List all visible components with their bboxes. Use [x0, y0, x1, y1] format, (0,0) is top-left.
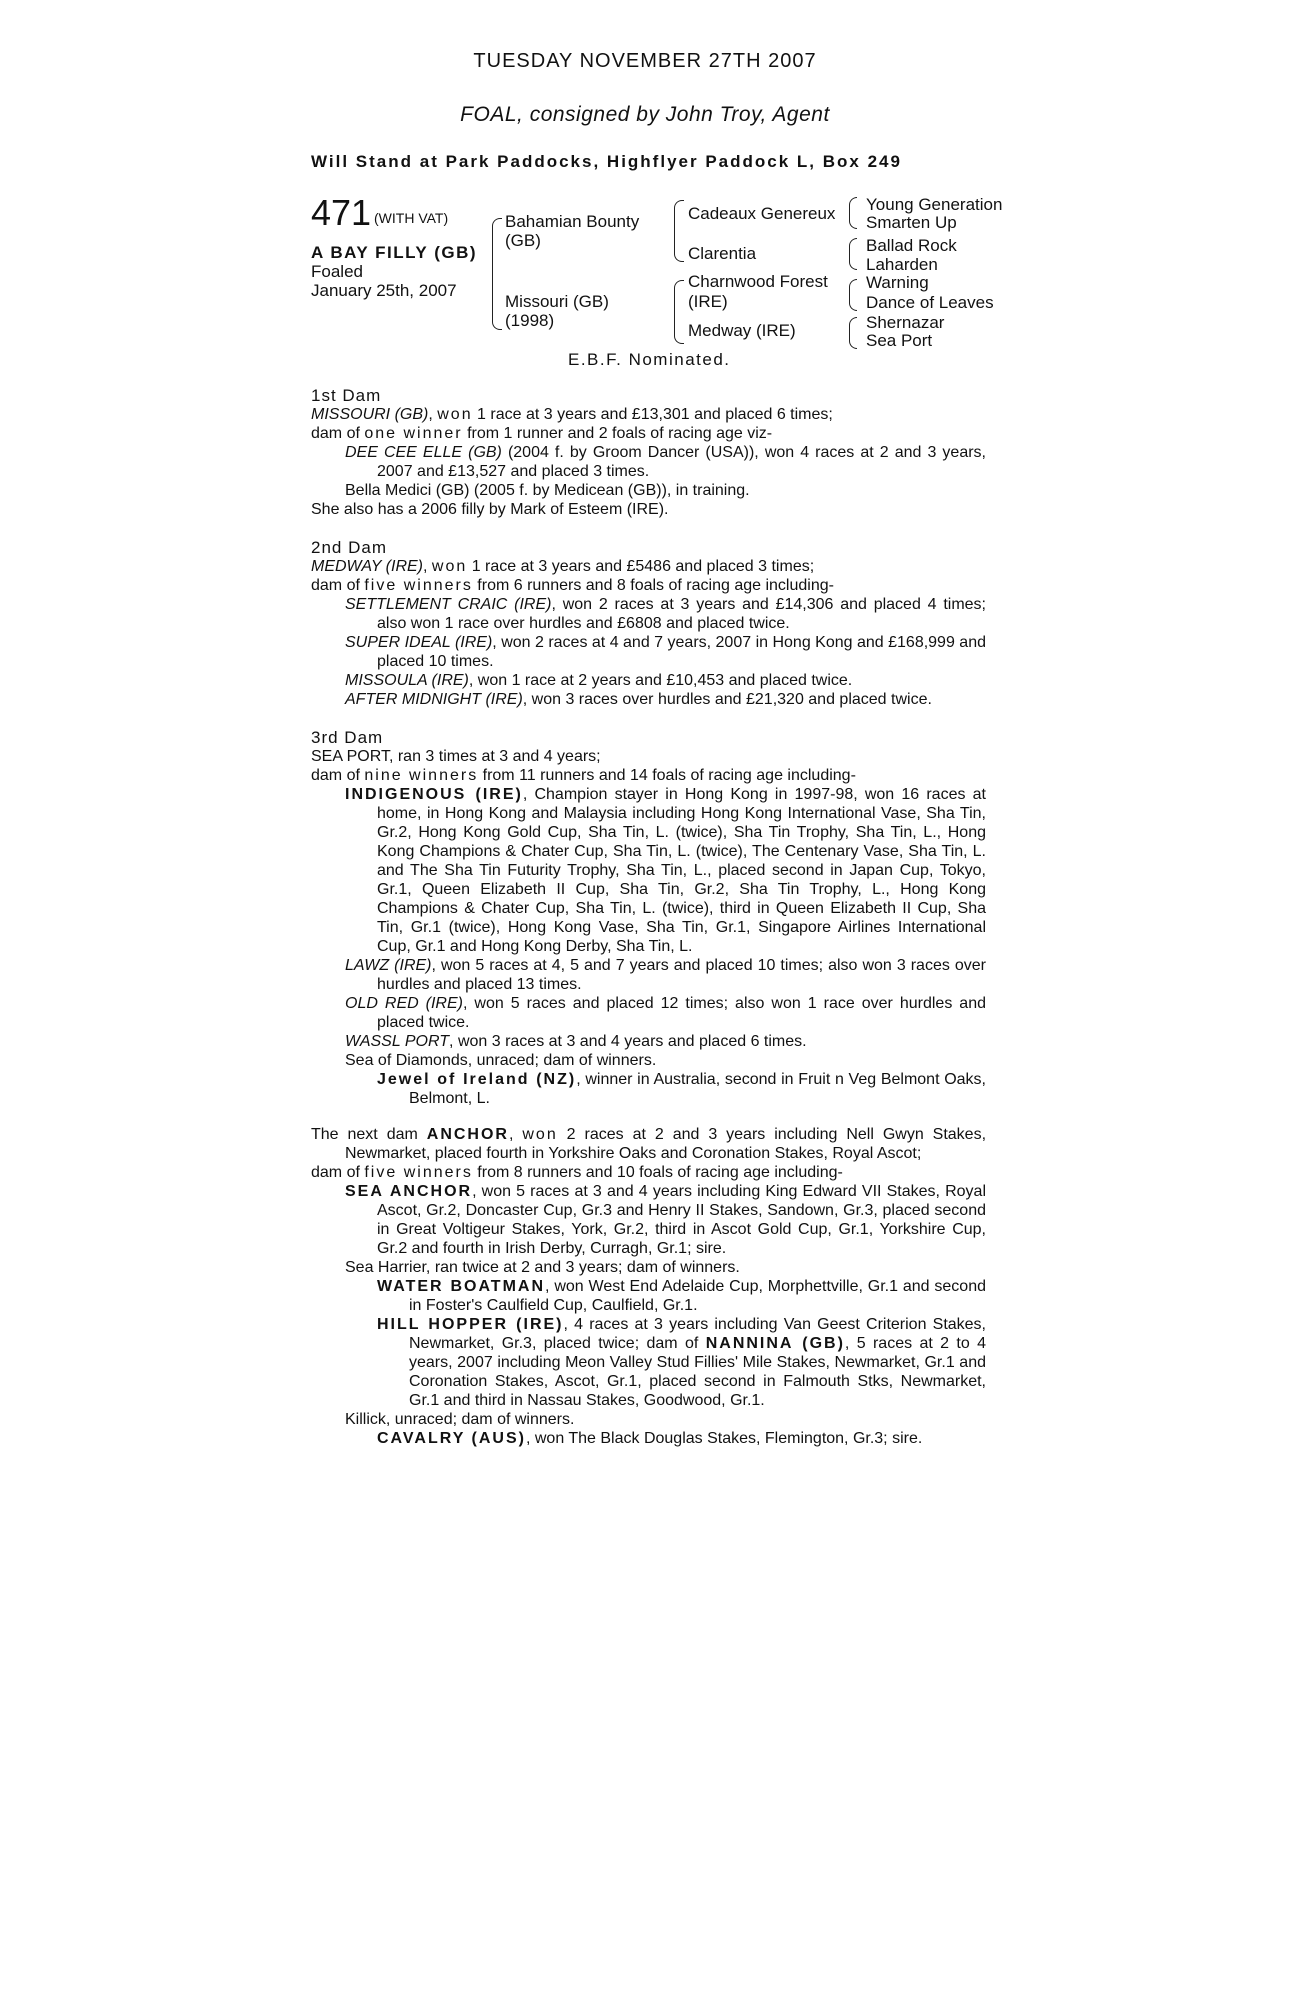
foaled-date: January 25th, 2007: [311, 281, 457, 300]
next-dam-produce-line: dam of five winners from 8 runners and 10 foals of racing age including-: [311, 1164, 843, 1181]
produce-entry: DEE CEE ELLE (GB) (2004 f. by Groom Dancer (USA)), won 4 races at 2 and 3 years, 2007 and £13,527 and placed 3 times.: [345, 444, 987, 480]
horse-description: A BAY FILLY (GB): [311, 243, 478, 262]
produce-entry: Killick, unraced; dam of winners.: [345, 1411, 575, 1428]
produce-entry: WATER BOATMAN, won West End Adelaide Cup, Morphettville, Gr.1 and second in Foster's Caulfield Cup, Caulfield, Gr.1.: [377, 1278, 987, 1314]
first-dam-produce-line: dam of one winner from 1 runner and 2 foals of racing age viz-: [311, 425, 773, 442]
third-dam-section: [311, 728, 986, 1108]
produce-entry: Jewel of Ireland (NZ), winner in Australia, second in Fruit n Veg Belmont Oaks, Belmont, L.: [377, 1071, 987, 1107]
produce-entry: CAVALRY (AUS), won The Black Douglas Stakes, Flemington, Gr.3; sire.: [377, 1430, 923, 1447]
second-dam-section: [311, 538, 986, 709]
dam-sire: Charnwood Forest: [688, 272, 828, 291]
pedigree-brace-2a: [674, 200, 684, 262]
sire-origin: (GB): [505, 231, 541, 250]
produce-entry: WASSL PORT, won 3 races at 3 and 4 years and placed 6 times.: [345, 1033, 807, 1050]
dam-dam: Medway (IRE): [688, 321, 796, 340]
third-dam-produce-line: dam of nine winners from 11 runners and 14 foals of racing age including-: [311, 767, 856, 784]
produce-entry: MISSOULA (IRE), won 1 race at 2 years and £10,453 and placed twice.: [345, 672, 853, 689]
third-dam-heading: 3rd Dam: [311, 728, 384, 747]
produce-entry: SEA ANCHOR, won 5 races at 3 and 4 years including King Edward VII Stakes, Royal Ascot, Gr.2, Doncaster Cup, Gr.3 and Henry II Stakes, Sandown, Gr.3, placed second in Great Voltigeur Stakes, York, Gr.2, third in Ascot Gold Cup, Gr.1, Yorkshire Cup, Gr.2 and fourth in Irish Derby, Curragh, Gr.1; sire.: [345, 1183, 987, 1257]
sire-name: Bahamian Bounty: [505, 212, 640, 231]
next-dam-line: The next dam ANCHOR, won 2 races at 2 and 3 years including Nell Gwyn Stakes, Newmarket, placed fourth in Yorkshire Oaks and Coronation Stakes, Royal Ascot;: [311, 1126, 987, 1162]
third-dam-line: SEA PORT, ran 3 times at 3 and 4 years;: [311, 748, 601, 765]
produce-entry: SUPER IDEAL (IRE), won 2 races at 4 and 7 years, 2007 in Hong Kong and £168,999 and placed 10 times.: [345, 634, 986, 670]
dam-name: Missouri (GB): [505, 292, 609, 311]
produce-entry: SETTLEMENT CRAIC (IRE), won 2 races at 3 years and £14,306 and placed 4 times; also won 1 race over hurdles and £6808 and placed twice.: [345, 596, 986, 632]
first-dam-heading: 1st Dam: [311, 386, 382, 405]
pedigree-brace-3d: [849, 317, 857, 349]
pedigree-brace-3a: [849, 197, 857, 229]
dam-year: (1998): [505, 311, 555, 330]
produce-entry: Sea of Diamonds, unraced; dam of winners.: [345, 1052, 657, 1069]
produce-entry: LAWZ (IRE), won 5 races at 4, 5 and 7 years and placed 10 times; also won 3 races over hurdles and placed 13 times.: [345, 957, 986, 993]
produce-note: She also has a 2006 filly by Mark of Esteem (IRE).: [311, 501, 669, 518]
produce-entry: OLD RED (IRE), won 5 races and placed 12 times; also won 1 race over hurdles and placed twice.: [345, 995, 987, 1031]
produce-entry: INDIGENOUS (IRE), Champion stayer in Hong Kong in 1997-98, won 16 races at home, in Hong Kong and Malaysia including Hong Kong International Vase, Sha Tin, Gr.2, Hong Kong Gold Cup, Sha Tin, L. (twice), Sha Tin Trophy, Sha Tin, L., Hong Kong Champions & Chater Cup, Sha Tin, L. (twice), The Centenary Vase, Sha Tin, L. and The Sha Tin Futurity Trophy, Sha Tin, L., placed second in Japan Cup, Tokyo, Gr.1, Queen Elizabeth II Cup, Sha Tin, Gr.2, Sha Tin Trophy, L., Hong Kong Champions & Chater Cup, Sha Tin, L. (twice), third in Queen Elizabeth II Cup, Sha Tin, Gr.1 (twice), Hong Kong Vase, Sha Tin, Gr.1, Singapore Airlines International Cup, Gr.1 and Hong Kong Derby, Sha Tin, L.: [345, 786, 986, 955]
pedigree-brace-2b: [674, 280, 684, 344]
dam-sire-dam: Dance of Leaves: [866, 293, 994, 312]
pedigree-brace-3b: [849, 238, 857, 270]
sale-date: TUESDAY NOVEMBER 27TH 2007: [473, 50, 817, 72]
sire-dam-dam: Laharden: [866, 255, 938, 274]
foaled-label: Foaled: [311, 262, 363, 281]
dam-dam-sire: Shernazar: [866, 313, 945, 332]
pedigree-brace-3c: [849, 279, 857, 311]
dam-dam-dam: Sea Port: [866, 331, 933, 350]
next-dam-section: [311, 1125, 986, 1448]
first-dam-line: MISSOURI (GB), won 1 race at 3 years and £13,301 and placed 6 times;: [311, 406, 833, 423]
second-dam-produce-line: dam of five winners from 6 runners and 8 foals of racing age including-: [311, 577, 834, 594]
first-dam-section: [311, 386, 986, 519]
consignment-line: FOAL, consigned by John Troy, Agent: [460, 103, 830, 126]
second-dam-heading: 2nd Dam: [311, 538, 387, 557]
pedigree-brace-1: [492, 218, 502, 330]
lot-number: 471: [311, 192, 372, 233]
sire-dam-sire: Ballad Rock: [866, 236, 957, 255]
sire-sire: Cadeaux Genereux: [688, 204, 836, 223]
ebf-note: E.B.F. Nominated.: [568, 350, 731, 369]
vat-note: (WITH VAT): [374, 210, 449, 226]
second-dam-line: MEDWAY (IRE), won 1 race at 3 years and £5486 and placed 3 times;: [311, 558, 815, 575]
produce-entry: Sea Harrier, ran twice at 2 and 3 years; dam of winners.: [345, 1259, 740, 1276]
stabling-location: Will Stand at Park Paddocks, Highflyer Paddock L, Box 249: [311, 152, 902, 171]
sire-sire-sire: Young Generation: [866, 195, 1003, 214]
sire-dam: Clarentia: [688, 244, 757, 263]
dam-sire-sire: Warning: [866, 273, 929, 292]
produce-entry: AFTER MIDNIGHT (IRE), won 3 races over hurdles and £21,320 and placed twice.: [345, 691, 932, 708]
produce-entry: Bella Medici (GB) (2005 f. by Medicean (GB)), in training.: [345, 482, 750, 499]
produce-entry: HILL HOPPER (IRE), 4 races at 3 years including Van Geest Criterion Stakes, Newmarket, Gr.3, placed twice; dam of NANNINA (GB), 5 races at 2 to 4 years, 2007 including Meon Valley Stud Fillies' Mile Stakes, Newmarket, Gr.1 and Coronation Stakes, Ascot, Gr.1, placed second in Falmouth Stks, Newmarket, Gr.1 and third in Nassau Stakes, Goodwood, Gr.1.: [377, 1316, 987, 1409]
sire-sire-dam: Smarten Up: [866, 213, 957, 232]
dam-sire-origin: (IRE): [688, 292, 728, 311]
